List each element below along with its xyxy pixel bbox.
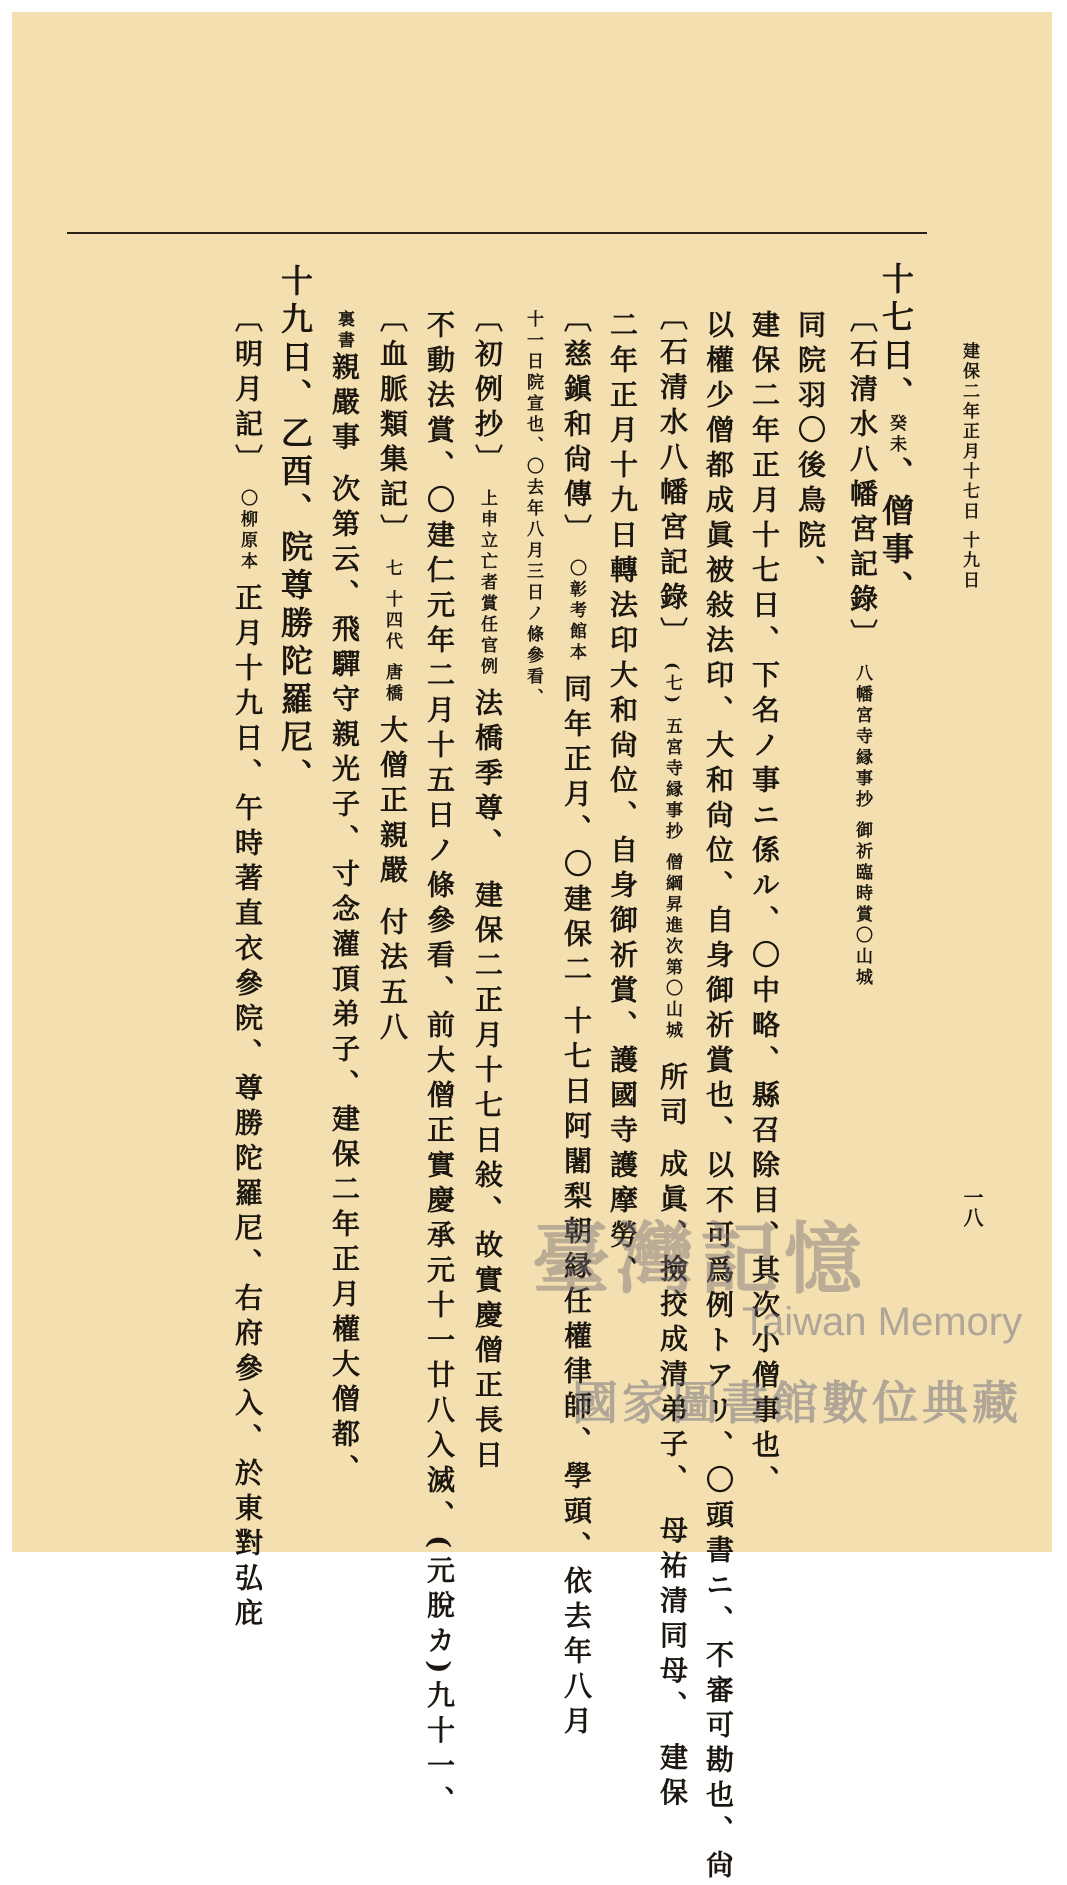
- source-line: 〔明月記〕〇柳原本正月十九日、午時著直衣參院、尊勝陀羅尼、右府參入、於東對弘庇: [231, 304, 264, 1633]
- source-line: 〔石清水八幡宮記錄〕八幡宮寺縁事抄 御祈臨時賞〇山城: [846, 304, 879, 989]
- running-header: 建保二年正月十七日 十九日: [959, 342, 979, 591]
- watermark-library: 國家圖書館數位典藏: [572, 1376, 1022, 1430]
- source-line: 〔石清水八幡宮記錄〕(七) 五宮寺縁事抄 僧綱昇進次第〇山城所司 成眞、撿挍成清弟子、 母祐清同母、 建保: [656, 302, 689, 1813]
- top-rule: [67, 232, 927, 234]
- text-line: 裏書親嚴事 次第云、飛驒守親光子、寸念灌頂弟子、建保二年正月權大僧都、: [328, 310, 361, 1489]
- watermark-english: Taiwan Memory: [742, 1300, 1023, 1344]
- source-line: 〔初例抄〕上申立亡者賞任官例法橋季尊、 建保二正月十七日敍、故實慶僧正長日: [471, 304, 504, 1475]
- source-line: 〔血脈類集記〕七 十四代 唐橋大僧正親嚴 付法五八: [376, 304, 409, 1047]
- source-line: 〔慈鎭和尙傳〕〇彰考館本同年正月、〇建保二 十七日阿闍梨朝縁任權律師、學頭、依去年八月: [560, 304, 593, 1741]
- annotation-line: 十一日院宣也、〇去年八月三日ノ條參看、: [523, 310, 543, 709]
- entry-heading-17: 十七日、 癸未 、僧事、: [877, 262, 915, 608]
- watermark-logo-text: 臺灣記憶: [532, 1214, 869, 1305]
- page-number: 一八: [960, 1187, 984, 1227]
- page: [12, 12, 1052, 1885]
- text-line: 建保二年正月十七日、下名ノ事ニ係ル、〇中略、縣召除目、其次小僧事也、: [748, 310, 781, 1500]
- entry-heading-19: 十九日、乙酉、院尊勝陀羅尼、: [276, 264, 314, 796]
- text-line: 二年正月十九日轉法印大和尙位、自身御祈賞、護國寺護摩勞、: [606, 310, 639, 1290]
- text-line: 以權少僧都成眞被敍法印、大和尙位、自身御祈賞也、以不可爲例トアリ、〇頭書ニ、不審可勘也、尙: [702, 310, 735, 1885]
- text-line: 不動法賞、〇建仁元年二月十五日ノ條參看、前大僧正實慶承元十一廿八入滅、(元脫カ)九十一、: [423, 310, 456, 1821]
- text-line: 同院羽〇後鳥院、: [794, 310, 827, 590]
